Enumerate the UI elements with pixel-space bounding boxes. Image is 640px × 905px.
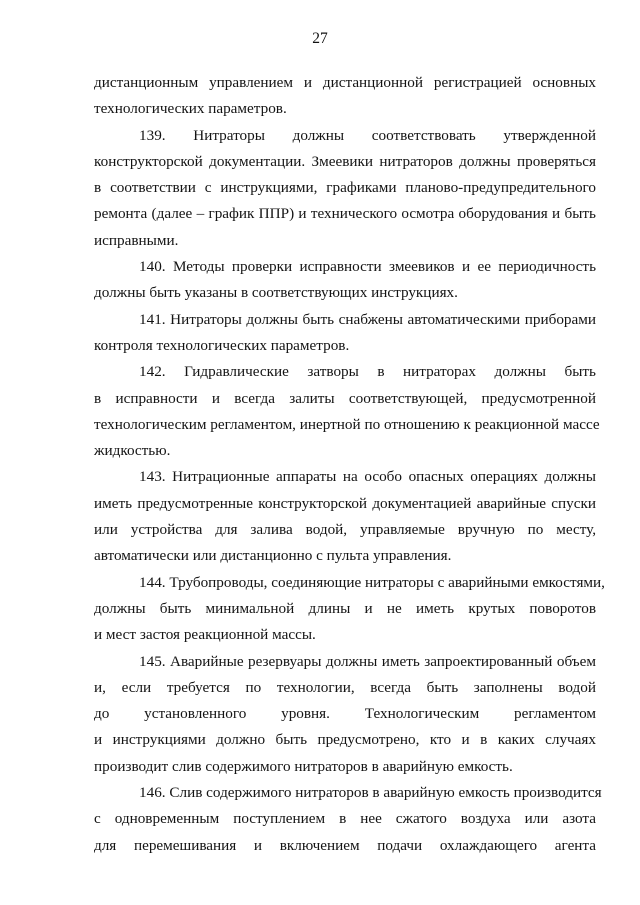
text-line: контроля технологических параметров. [94,336,350,354]
document-body [94,70,605,859]
text-line: для перемешивания и включением подачи охлаждающего агента [94,836,596,854]
paragraph-141 [94,307,596,360]
paragraph-143 [94,464,596,569]
text-line: 146. Слив содержимого нитраторов в аварийную емкость производится [139,784,602,802]
paragraph-145 [94,649,596,780]
text-line: до установленного уровня. Технологическим регламентом [94,705,596,723]
text-line: и мест застоя реакционной массы. [94,626,316,644]
paragraph-142 [94,359,600,464]
text-line: должны быть минимальной длины и не иметь крутых поворотов [94,599,596,617]
paragraph-140 [94,254,596,307]
text-line: автоматически или дистанционно с пульта управления. [94,547,452,565]
text-line: и инструкциями должно быть предусмотрено, кто и в каких случаях [94,731,596,749]
text-line: жидкостью. [94,442,171,460]
text-line: 145. Аварийные резервуары должны иметь запроектированный объем [139,652,596,670]
paragraph-continuation [94,70,596,123]
text-line: 143. Нитрационные аппараты на особо опасных операциях должны [139,468,596,486]
text-line: 142. Гидравлические затворы в нитраторах должны быть [139,363,596,381]
text-line: или устройства для залива водой, управляемые вручную по месту, [94,521,596,539]
text-line: производит слив содержимого нитраторов в аварийную емкость. [94,757,513,775]
text-line: и, если требуется по технологии, всегда быть заполнены водой [94,678,596,696]
page-number: 27 [312,30,328,47]
paragraph-146 [94,780,602,859]
text-line: технологических параметров. [94,100,287,118]
paragraph-139 [94,123,596,254]
text-line: дистанционным управлением и дистанционной регистрацией основных [94,74,596,91]
paragraph-144 [94,570,605,649]
text-line: должны быть указаны в соответствующих инструкциях. [94,284,458,302]
text-line: с одновременным поступлением в нее сжатого воздуха или азота [94,810,596,828]
text-line: 144. Трубопроводы, соединяющие нитраторы с аварийными емкостями, [139,573,605,591]
text-line: исправными. [94,231,179,249]
text-line: технологическим регламентом, инертной по отношению к реакционной массе [94,415,600,433]
text-line: 139. Нитраторы должны соответствовать утвержденной [139,126,596,144]
text-line: иметь предусмотренные конструкторской документацией аварийные спуски [94,494,596,512]
text-line: 141. Нитраторы должны быть снабжены автоматическими приборами [139,310,596,328]
text-line: 140. Методы проверки исправности змеевиков и ее периодичность [139,258,596,276]
text-line: в исправности и всегда залиты соответствующей, предусмотренной [94,389,596,407]
text-line: конструкторской документации. Змеевики нитраторов должны проверяться [94,152,596,170]
text-line: в соответствии с инструкциями, графиками планово-предупредительного [94,179,596,197]
text-line: ремонта (далее – график ППР) и технического осмотра оборудования и быть [94,205,596,223]
